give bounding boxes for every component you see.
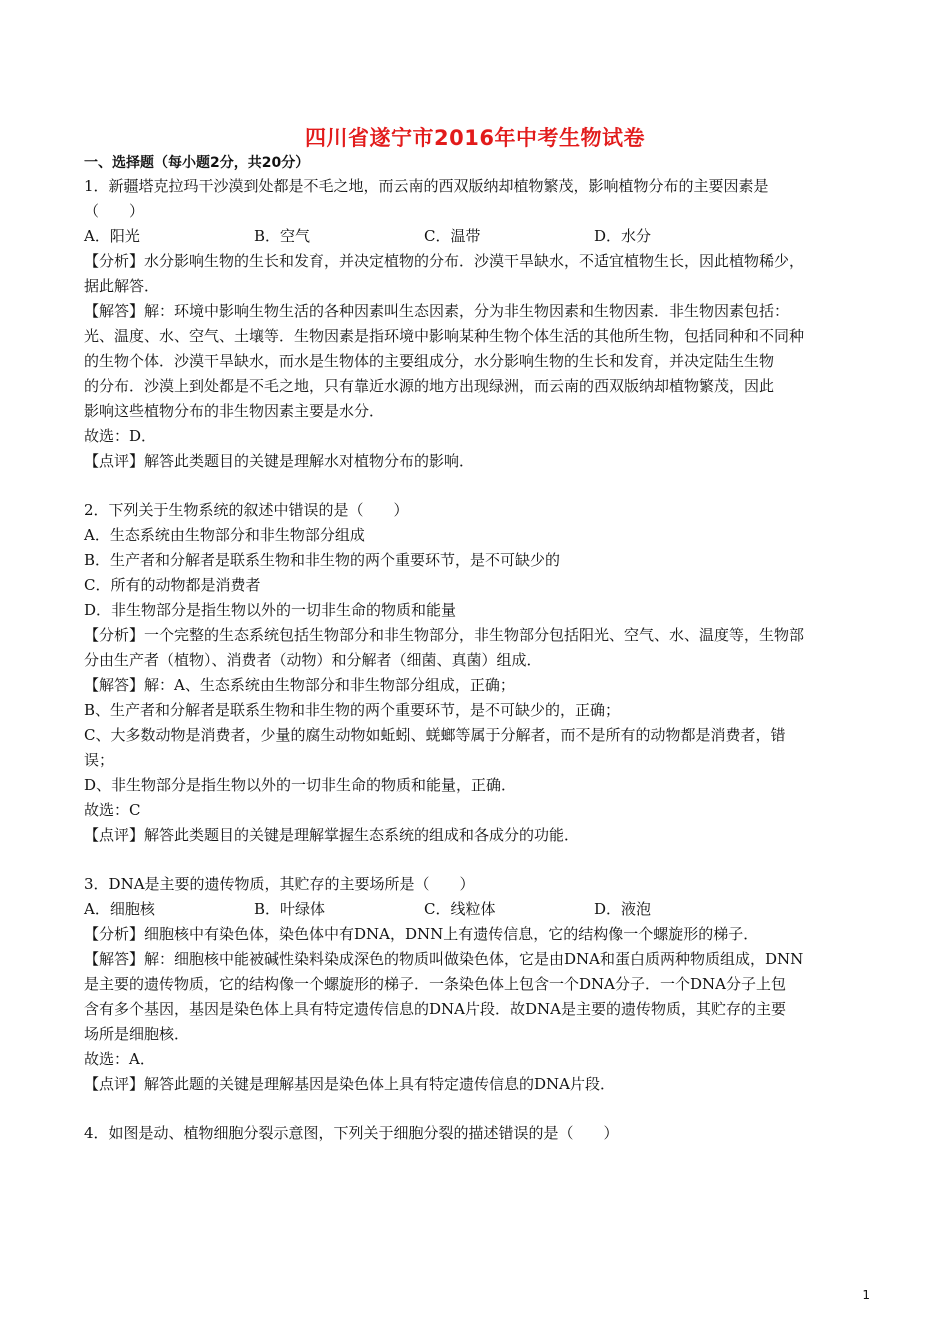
page-title: 四川省遂宁市2016年中考生物试卷	[305, 126, 645, 150]
q2-answer: 【解答】解：A、生态系统由生物部分和非生物部分组成，正确；	[84, 676, 515, 694]
q3-answer: 【解答】解：细胞核中能被碱性染料染成深色的物质叫做染色体，它是由DNA和蛋白质两种物质组成，DNN	[84, 950, 804, 968]
q2-answer-line2: B、生产者和分解者是联系生物和非生物的两个重要环节，是不可缺少的，正确；	[84, 701, 621, 719]
q2-option-c: C．所有的动物都是消费者	[84, 576, 261, 594]
q2-analysis: 【分析】一个完整的生态系统包括生物部分和非生物部分，非生物部分包括阳光、空气、水、温度等，生物部	[84, 626, 805, 644]
q3-option-a: A．细胞核	[84, 900, 155, 918]
q2-answer-line5: D、非生物部分是指生物以外的一切非生命的物质和能量，正确．	[84, 776, 517, 794]
q2-answer-line3: C、大多数动物是消费者，少量的腐生动物如蚯蚓、蜣螂等属于分解者，而不是所有的动物都是消费者，错	[84, 726, 786, 744]
q2-option-a: A．生态系统由生物部分和非生物部分组成	[84, 526, 365, 544]
q3-choice: 故选：A．	[84, 1050, 155, 1068]
q1-answer-line5: 影响这些植物分布的非生物因素主要是水分．	[84, 402, 385, 420]
document-body	[84, 174, 874, 1146]
q1-answer-line4: 的分布．沙漠上到处都是不毛之地，只有靠近水源的地方出现绿洲，而云南的西双版纳却植物繁茂，因此	[84, 377, 775, 395]
q1-option-a: A．阳光	[84, 227, 140, 245]
q2-stem: 2．下列关于生物系统的叙述中错误的是（ ）	[84, 501, 409, 519]
q1-choice: 故选：D．	[84, 427, 157, 445]
q4-stem: 4．如图是动、植物细胞分裂示意图，下列关于细胞分裂的描述错误的是（ ）	[84, 1124, 619, 1142]
q1-analysis: 【分析】水分影响生物的生长和发育，并决定植物的分布．沙漠干旱缺水，不适宜植物生长，因此植物稀少，	[84, 252, 805, 270]
q1-option-b: B．空气	[254, 227, 311, 245]
q1-option-c: C．温带	[424, 227, 481, 245]
q2-option-d: D．非生物部分是指生物以外的一切非生命的物质和能量	[84, 601, 457, 619]
q3-analysis: 【分析】细胞核中有染色体，染色体中有DNA，DNN上有遗传信息，它的结构像一个螺旋形的梯子．	[84, 925, 759, 943]
q1-answer-line3: 的生物个体．沙漠干旱缺水，而水是生物体的主要组成分，水分影响生物的生长和发育，并决定陆生生物	[84, 352, 775, 370]
q1-analysis-cont: 据此解答．	[84, 277, 160, 295]
q3-answer-line3: 含有多个基因，基因是染色体上具有特定遗传信息的DNA片段．故DNA是主要的遗传物质，其贮存的主要	[84, 1000, 786, 1018]
page-number: 1	[862, 1288, 870, 1302]
q3-answer-line4: 场所是细胞核．	[84, 1025, 190, 1043]
section-heading: 一、选择题（每小题2分，共20分）	[84, 155, 310, 171]
q3-options	[84, 897, 874, 922]
q3-answer-line2: 是主要的遗传物质，它的结构像一个螺旋形的梯子．一条染色体上包含一个DNA分子．一个DNA分子上包	[84, 975, 786, 993]
q2-answer-line4: 误；	[84, 751, 115, 769]
q1-stem: 1．新疆塔克拉玛干沙漠到处都是不毛之地，而云南的西双版纳却植物繁茂，影响植物分布的主要因素是	[84, 177, 769, 195]
q2-comment: 【点评】解答此类题目的关键是理解掌握生态系统的组成和各成分的功能．	[84, 826, 580, 844]
q1-options	[84, 224, 874, 249]
q2-choice: 故选：C	[84, 801, 141, 819]
q3-stem: 3．DNA是主要的遗传物质，其贮存的主要场所是（ ）	[84, 875, 475, 893]
q2-option-b: B．生产者和分解者是联系生物和非生物的两个重要环节，是不可缺少的	[84, 551, 561, 569]
q2-analysis-cont: 分由生产者（植物）、消费者（动物）和分解者（细菌、真菌）组成．	[84, 651, 542, 669]
q1-answer: 【解答】解：环境中影响生物生活的各种因素叫生态因素，分为非生物因素和生物因素．非生物因素包括：	[84, 302, 790, 320]
q3-option-d: D．液泡	[594, 900, 652, 918]
q3-comment: 【点评】解答此题的关键是理解基因是染色体上具有特定遗传信息的DNA片段．	[84, 1075, 615, 1093]
q1-stem-bracket: （ ）	[84, 202, 145, 220]
q3-option-b: B．叶绿体	[254, 900, 326, 918]
q1-option-d: D．水分	[594, 227, 652, 245]
q1-answer-line2: 光、温度、水、空气、土壤等．生物因素是指环境中影响某种生物个体生活的其他所生物，包括同种和不同种	[84, 327, 805, 345]
q3-option-c: C．线粒体	[424, 900, 496, 918]
q1-comment: 【点评】解答此类题目的关键是理解水对植物分布的影响．	[84, 452, 475, 470]
